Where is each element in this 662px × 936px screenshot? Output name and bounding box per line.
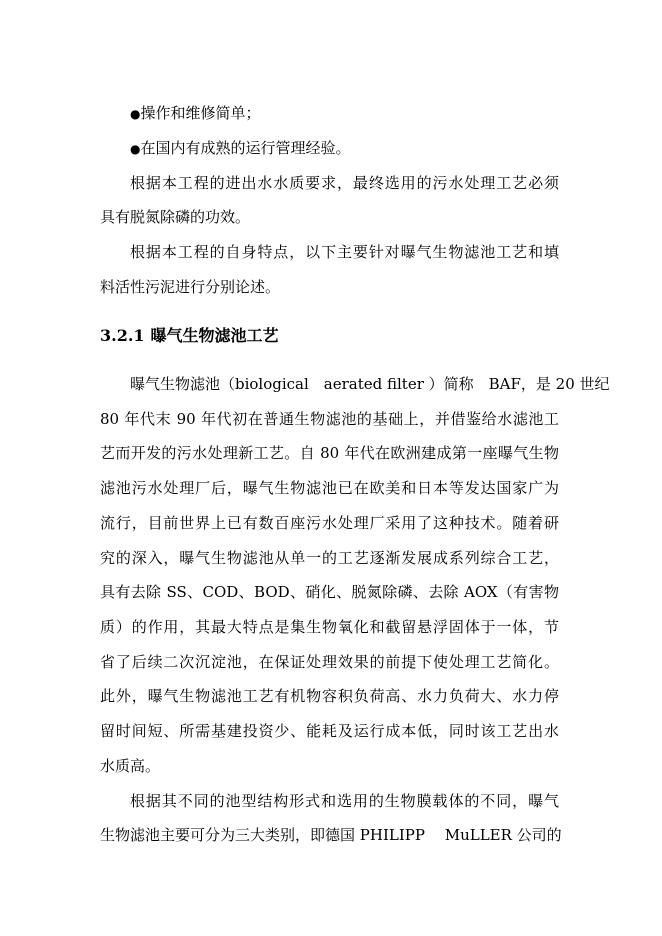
paragraph-line: 质）的作用，其最大特点是集生物氧化和截留悬浮固体于一体，节 [100, 618, 559, 636]
section-heading [100, 325, 279, 347]
bullet-text: 在国内有成熟的运行管理经验。 [140, 139, 351, 157]
paragraph-line: 根据本工程的自身特点，以下主要针对曝气生物滤池工艺和填 [130, 243, 559, 261]
bullet-icon: ● [130, 107, 141, 121]
bullet-icon: ● [130, 142, 141, 156]
paragraph-line: 具有脱氮除磷的功效。 [100, 208, 251, 226]
paragraph-line: 究的深入，曝气生物滤池从单一的工艺逐渐发展成系列综合工艺， [100, 549, 559, 567]
paragraph-line: 艺而开发的污水处理新工艺。自 80 年代在欧洲建成第一座曝气生物 [100, 444, 559, 462]
paragraph-line: 料活性污泥进行分别论述。 [100, 278, 281, 296]
paragraph-line: 省了后续二次沉淀池，在保证处理效果的前提下使处理工艺简化。 [100, 653, 559, 671]
section-number: 3.2.1 [100, 326, 145, 345]
paragraph-line: 水质高。 [100, 757, 161, 775]
paragraph-line: 根据本工程的进出水水质要求，最终选用的污水处理工艺必须 [130, 174, 559, 192]
paragraph-line: 滤池污水处理厂后，曝气生物滤池已在欧美和日本等发达国家广为 [100, 479, 559, 497]
bullet-item-experience [130, 138, 351, 159]
paragraph-line: 根据其不同的池型结构形式和选用的生物膜载体的不同，曝气 [130, 792, 559, 810]
section-title: 曝气生物滤池工艺 [150, 326, 279, 345]
paragraph-line: 留时间短、所需基建投资少、能耗及运行成本低，同时该工艺出水 [100, 722, 559, 740]
paragraph-line: 流行，目前世界上已有数百座污水处理厂采用了这种技术。随着研 [100, 514, 559, 532]
paragraph-line: 具有去除 SS、COD、BOD、硝化、脱氮除磷、去除 AOX（有害物 [100, 583, 559, 601]
paragraph-line: 此外，曝气生物滤池工艺有机物容积负荷高、水力负荷大、水力停 [100, 687, 559, 705]
bullet-item-maintenance [130, 103, 261, 124]
paragraph-line: 80 年代末 90 年代初在普通生物滤池的基础上，并借鉴给水滤池工 [100, 410, 559, 428]
bullet-text: 操作和维修简单； [140, 104, 261, 122]
paragraph-line: 生物滤池主要可分为三大类别，即德国 PHILIPP MuLLER 公司的 [100, 826, 562, 844]
paragraph-line: 曝气生物滤池（biological aerated filter ）简称 BAF，是 20 世纪 [130, 375, 610, 393]
